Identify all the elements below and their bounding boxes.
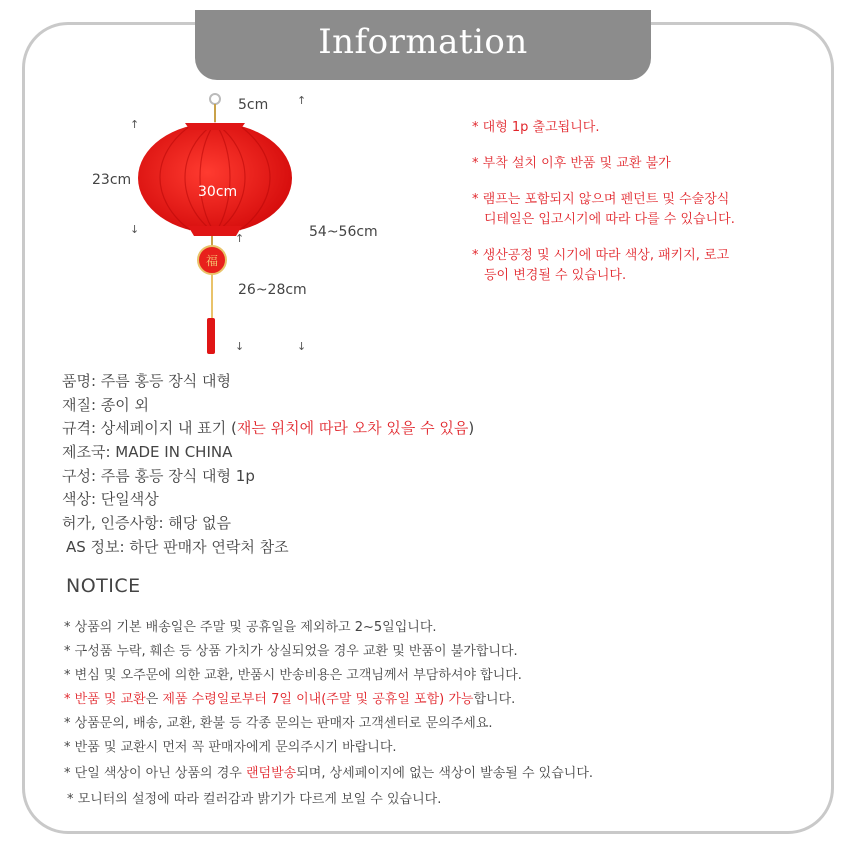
dim-width: 30cm xyxy=(198,184,238,200)
spec-origin: 제조국: MADE IN CHINA xyxy=(62,443,233,462)
spec-name: 품명: 주름 홍등 장식 대형 xyxy=(62,372,232,390)
red-note xyxy=(472,118,832,138)
notice-line: * 상품문의, 배송, 교환, 환불 등 각종 문의는 판매자 고객센터로 문의주세요. xyxy=(64,716,493,731)
lantern-body xyxy=(138,123,292,233)
spec-list xyxy=(62,370,474,560)
spec-size xyxy=(62,417,474,441)
notice-text: * 단일 색상이 아닌 상품의 경우 xyxy=(64,766,246,781)
dim-tassel: 26~28cm xyxy=(238,282,307,298)
arrow-down-icon: ↓ xyxy=(297,340,307,353)
dim-top: 5cm xyxy=(238,97,269,113)
red-note-line: * 생산공정 및 시기에 따라 색상, 패키지, 로고 xyxy=(472,248,730,263)
red-note-line: 디테일은 입고시기에 따라 다를 수 있습니다. xyxy=(484,212,735,227)
notice-line: * 상품의 기본 배송일은 주말 및 공휴일을 제외하고 2~5일입니다. xyxy=(64,620,437,635)
tassel xyxy=(207,318,215,354)
red-note-line: * 램프는 포함되지 않으며 펜던트 및 수술장식 xyxy=(472,192,730,207)
dim-height: 23cm xyxy=(92,172,132,188)
spec-color: 색상: 단일색상 xyxy=(62,490,159,509)
notice-title: NOTICE xyxy=(66,575,141,597)
red-notes xyxy=(472,118,832,302)
spec-size-warning: 재는 위치에 따라 오차 있을 수 있음 xyxy=(236,419,469,438)
arrow-up-icon: ↑ xyxy=(235,232,245,245)
arrow-down-icon: ↓ xyxy=(235,340,245,353)
spec-size-suffix: ) xyxy=(468,419,475,438)
notice-line: * 구성품 누락, 훼손 등 상품 가치가 상실되었을 경우 교환 및 반품이 불가합니다. xyxy=(64,644,518,659)
arrow-down-icon: ↓ xyxy=(130,223,140,236)
notice-list xyxy=(64,616,593,812)
spec-material: 재질: 종이 외 xyxy=(62,395,150,414)
notice-text: 합니다. xyxy=(473,692,516,707)
red-note-line: * 대형 1p 출고됩니다. xyxy=(472,120,600,135)
red-note-line: * 부착 설치 이후 반품 및 교환 불가 xyxy=(472,156,671,171)
notice-line: * 반품 및 교환시 먼저 꼭 판매자에게 문의주시기 바랍니다. xyxy=(64,740,397,755)
notice-red-text: * 반품 및 교환 xyxy=(64,692,146,707)
notice-text: 은 xyxy=(145,692,163,707)
notice-red-text: 랜덤발송 xyxy=(246,766,297,781)
notice-red-text: 제품 수령일로부터 7일 이내(주말 및 공휴일 포함) 가능 xyxy=(162,692,474,707)
spec-composition: 구성: 주름 홍등 장식 대형 1p xyxy=(62,466,255,485)
notice-text: 되며, 상세페이지에 없는 색상이 발송될 수 있습니다. xyxy=(296,766,594,781)
red-note xyxy=(472,154,832,174)
spec-cert: 허가, 인증사항: 해당 없음 xyxy=(62,514,232,533)
notice-line xyxy=(64,760,593,788)
hanging-ring xyxy=(210,94,220,104)
spec-as: AS 정보: 하단 판매자 연락처 참조 xyxy=(66,537,289,556)
notice-line: * 변심 및 오주문에 의한 교환, 반품시 반송비용은 고객님께서 부담하셔야 합니다. xyxy=(64,668,522,683)
arrow-up-icon: ↑ xyxy=(297,94,307,107)
page-title: Information xyxy=(318,22,528,62)
arrow-up-icon: ↑ xyxy=(130,118,140,131)
red-note xyxy=(472,190,832,230)
red-note xyxy=(472,246,832,286)
dim-total: 54~56cm xyxy=(309,224,378,240)
notice-line: * 모니터의 설정에 따라 컬러감과 밝기가 다르게 보일 수 있습니다. xyxy=(67,792,442,807)
ornament-text: 福 xyxy=(205,254,219,268)
spec-size-prefix: 규격: 상세페이지 내 표기 ( xyxy=(62,419,237,438)
red-note-line: 등이 변경될 수 있습니다. xyxy=(484,268,627,283)
notice-line xyxy=(64,688,593,712)
